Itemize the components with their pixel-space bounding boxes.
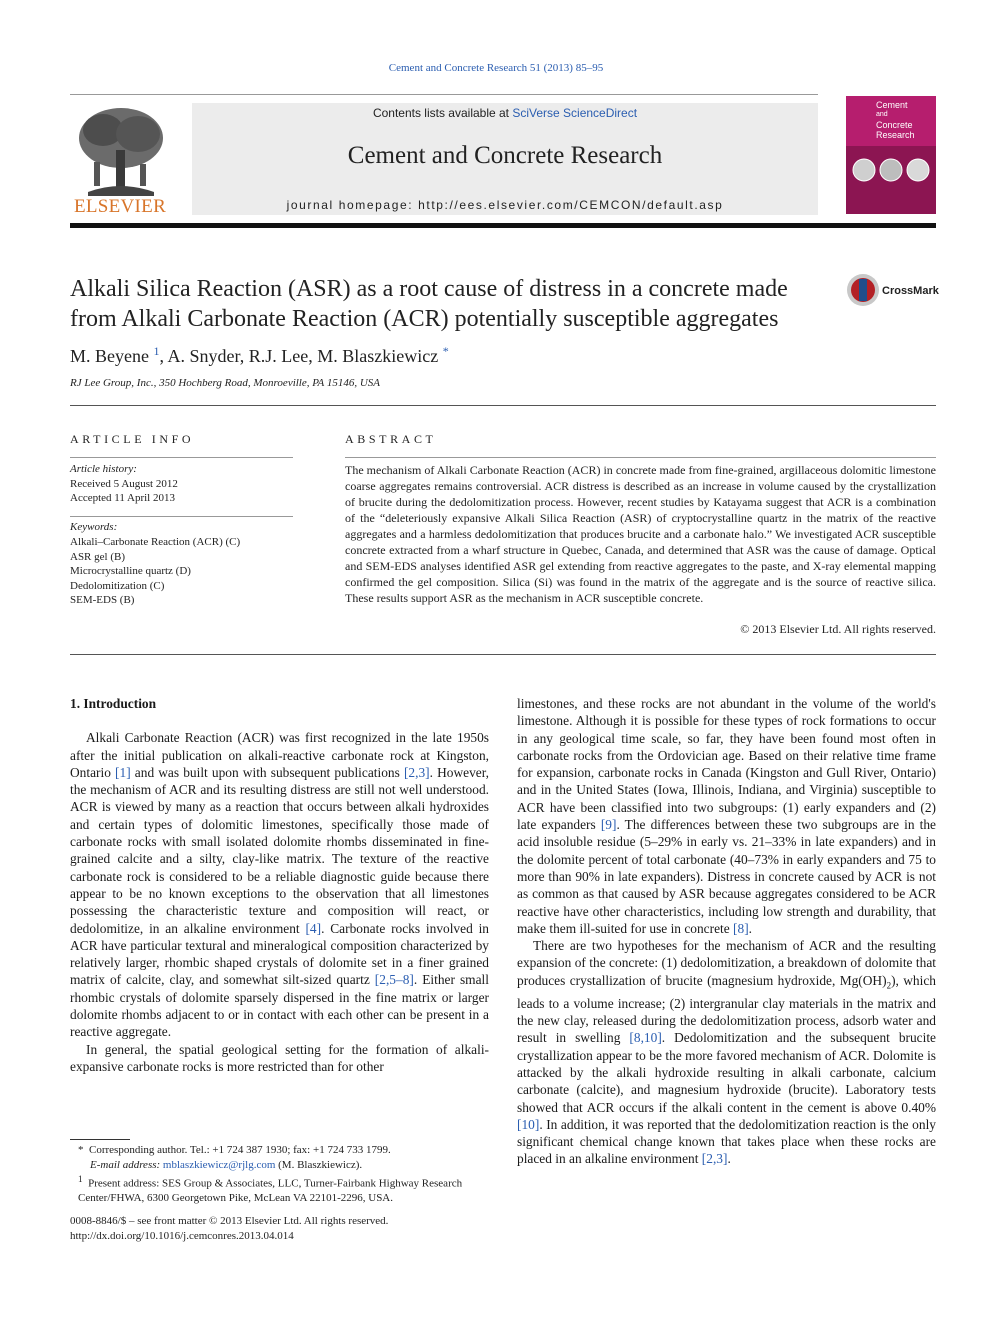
corresponding-footnote — [70, 1143, 489, 1158]
text-run: . Dedolomitization and the subsequent brucite crystallization appear to be the more favored mechanism of ACR. Dolomite is attacked by the alkali hydroxide resulting in alkali carbonate, calcium carbonate (calcite), and magnesium hydroxide (brucite). Laboratory tests showed that ACR occurs if the alkali content in the cement is above 0.40% — [517, 1030, 936, 1115]
body-left-column — [70, 695, 489, 1075]
divider — [70, 654, 936, 655]
divider — [70, 405, 936, 406]
accepted-date: Accepted 11 April 2013 — [70, 492, 175, 504]
keyword: SEM-EDS (B) — [70, 594, 135, 607]
keyword-list — [70, 535, 240, 608]
header-bottom-rule — [70, 223, 936, 228]
present-address-footnote — [70, 1172, 489, 1206]
citation-link[interactable]: [2,3] — [701, 1151, 728, 1167]
text-run: . However, the mechanism of ACR and its resulting distress are still not well understood. ACR is viewed by many as a reaction that occurs between alkali hydroxides and certain types of dolomitic limestones, specifically those made of carbonate rocks with small isolated dolomite rhombs disseminated in fine-grained calcite and a silty, clay-like matrix. The texture of the reactive carbonate rock is considered to be a reliable diagnostic guide because there appear to be no known exceptions to the observation that all limestones possessing the characteristic texture and composition will react, or dedolomitize, in an alkaline environment — [70, 764, 489, 936]
footnote-text: (M. Blaszkiewicz). — [275, 1158, 363, 1171]
header-top-rule — [70, 94, 818, 95]
keyword: Alkali–Carbonate Reaction (ACR) (C) — [70, 536, 241, 548]
text-run: . Either small rhombic crystals of dolomite sparsely dispersed in the fine matrix or larger dolomite rhombs adjacent to or in contact with each other can be present in a reactive aggregate. — [70, 972, 489, 1040]
keyword: Microcrystalline quartz (D) — [70, 565, 191, 578]
citation-link[interactable]: [2,5–8] — [374, 972, 414, 988]
article-title: Alkali Silica Reaction (ASR) as a root cause of distress in a concrete made from Alkali Carbonate Reaction (ACR) potentially susceptible aggregates — [70, 276, 788, 332]
received-date: Received 5 August 2012 — [70, 478, 178, 490]
journal-citation[interactable]: Cement and Concrete Research 51 (2013) 85–95 — [388, 62, 604, 74]
section-heading: 1. Introduction — [70, 696, 157, 711]
text-run: . The differences between these two subgroups are in the acid insoluble residue (5–29% in early vs. 21–33% in late expanders) and in the dolomite percent of total carbonate (40–73% in early expanders and 75 to more than 90% in late expanders). Distress in concrete caused by ACR is not as common as that caused by ASR because aggregates considered to be ACR reactive have other characteristics, including low strength and durability, that make them ill-suited for use in concrete — [517, 817, 937, 936]
journal-cover-thumbnail[interactable] — [846, 96, 936, 214]
citation-link[interactable]: [4] — [305, 920, 322, 936]
cover-title-line: Research — [876, 130, 915, 140]
cover-title-line: Cement — [876, 100, 908, 110]
divider — [70, 516, 293, 517]
body-paragraph: In general, the spatial geological setting for the formation of alkali-expansive carbonate rocks is more restricted than for other — [70, 1041, 489, 1074]
footnotes — [70, 1143, 489, 1206]
text-run: . In addition, it was reported that the dedolomitization reaction is the only significant chemical change known that takes place when these rocks are placed in an alkaline environment — [517, 1116, 936, 1167]
author-list — [70, 344, 449, 367]
email-footnote — [70, 1158, 489, 1173]
body-right-column — [517, 695, 936, 1168]
body-paragraph — [517, 937, 936, 1168]
body-paragraph — [517, 695, 936, 937]
keyword: ASR gel (B) — [70, 550, 125, 563]
text-run: ), which leads to a volume increase; (2) intergranular clay materials in the matrix and the new clay, released during the dedolomitization process, adsorb water and result in swelling — [517, 972, 936, 1046]
journal-title: Cement and Concrete Research — [347, 142, 663, 169]
subscript: 2 — [886, 980, 892, 991]
citation-link[interactable]: [8] — [733, 920, 749, 936]
text-run: limestones, and these rocks are not abundant in the volume of the world's limestone. Although it is possible for these types of rock formations to occur in any geological time scale, so far, they have been found most often in carbonate rocks from the Ordovician age. Based on their relative time frame for expansion, carbonate rocks in Canada (Kingston and Gull River, Ontario) and in the United States (Iowa, Illinois, Indiana, and Virginia) susceptible to ACR have been classified into two subgroups: (1) early expanders and (2) late expanders — [517, 696, 936, 833]
journal-homepage[interactable]: journal homepage: http://ees.elsevier.com/CEMCON/default.asp — [286, 198, 724, 212]
footnote-marker[interactable]: 1 — [153, 344, 160, 358]
publisher-wordmark: ELSEVIER — [73, 196, 167, 217]
divider — [70, 457, 293, 458]
email-link[interactable]: mblaszkiewicz@rjlg.com — [162, 1158, 276, 1171]
cover-title-line: Concrete — [876, 120, 913, 130]
doi-link[interactable]: http://dx.doi.org/10.1016/j.cemconres.2013.04.014 — [70, 1230, 294, 1242]
sciencedirect-link[interactable]: SciVerse ScienceDirect — [512, 106, 638, 120]
contents-line — [192, 106, 818, 120]
keyword: Dedolomitization (C) — [70, 579, 165, 592]
abstract-heading: ABSTRACT — [345, 432, 437, 446]
text-run: . Carbonate rocks involved in ACR have particular textural and mineralogical composition characterized by relatively larger, rhombic shaped crystals of dolomite set in a finer grained matrix of calcite, clay, and somewhat silt-sized quartz — [70, 920, 489, 988]
corresponding-marker[interactable]: * — [442, 344, 449, 358]
citation-link[interactable]: [8,10] — [629, 1030, 662, 1046]
citation-link[interactable]: [2,3] — [403, 764, 430, 780]
divider — [345, 457, 936, 458]
crossmark-icon[interactable] — [846, 273, 880, 307]
cover-title — [876, 100, 915, 140]
footnote-rule — [70, 1139, 130, 1140]
text-run: Alkali Carbonate Reaction (ACR) was first recognized in the late 1950s after the initial publication on alkali-reactive carbonate rock at Kingston, Ontario — [70, 730, 489, 780]
article-history-label: Article history: — [70, 463, 137, 475]
footnote-text: Present address: SES Group & Associates, LLC, Turner-Fairbank Highway Research Center/FHWA, 6300 Georgetown Pike, McLean VA 22101-2296, USA. — [78, 1177, 463, 1205]
email-label: E-mail address: — [90, 1158, 163, 1171]
citation-link[interactable]: [1] — [115, 764, 131, 780]
footnote-mark: * — [78, 1144, 84, 1156]
crossmark-label[interactable]: CrossMark — [882, 285, 939, 297]
abstract-text: The mechanism of Alkali Carbonate Reaction (ACR) in concrete made from fine-grained, argillaceous dolomitic limestone coarse aggregates remains controversial. ACR distress is described as an increase in volume caused by the crystallization of brucite during the dedolomitization process. However, recent studies by Katayama suggest that ACR is a combination of the “deleteriously expansive Alkali Silica Reaction (ASR) of cryptocrystalline quartz in the matrix of the reactive aggregates and a harmless dedolomitization that produces brucite and a carbonate halo.” We investigated ACR susceptible concrete extracted from a wharf structure in Quebec, Canada, and determined that ASR was the cause of damage. Optical and SEM-EDS analyses identified ASR gel extending from reactive aggregates to the paste, and X-ray elemental mapping confirmed the gel composition. Silica (Si) was found in the matrix of the aggregate and is the source of reactive silica. These results support ASR as the mechanism in ACR susceptible concrete. — [345, 463, 936, 605]
citation-link[interactable]: [10] — [517, 1116, 540, 1132]
text-run: There are two hypotheses for the mechanism of ACR and the resulting expansion of the concrete: (1) dedolomitization, a breakdown of dolomite that produces crystallization of brucite (magnesium hydroxide, Mg(OH) — [517, 938, 936, 988]
affiliation: RJ Lee Group, Inc., 350 Hochberg Road, Monroeville, PA 15146, USA — [70, 377, 380, 389]
author-others[interactable]: , A. Snyder, R.J. Lee, M. Blaszkiewicz — [159, 346, 443, 366]
citation-link[interactable]: [9] — [600, 817, 617, 833]
issn-line: 0008-8846/$ – see front matter © 2013 Elsevier Ltd. All rights reserved. — [70, 1215, 389, 1227]
cover-title-line: and — [876, 111, 888, 118]
footnote-mark: 1 — [78, 1174, 83, 1185]
copyright: © 2013 Elsevier Ltd. All rights reserved. — [740, 622, 936, 636]
cover-image — [846, 146, 936, 214]
body-paragraph — [70, 729, 489, 1040]
article-info-heading: ARTICLE INFO — [70, 432, 195, 446]
text-run: . — [748, 920, 753, 936]
keywords-label: Keywords: — [70, 521, 118, 533]
author-beyene[interactable]: M. Beyene — [70, 346, 154, 366]
text-run: . — [727, 1151, 731, 1167]
footnote-text: Corresponding author. Tel.: +1 724 387 1930; fax: +1 724 733 1799. — [89, 1144, 391, 1156]
text-run: and was built upon with subsequent publications — [130, 764, 404, 780]
contents-prefix: Contents lists available at — [372, 106, 513, 120]
